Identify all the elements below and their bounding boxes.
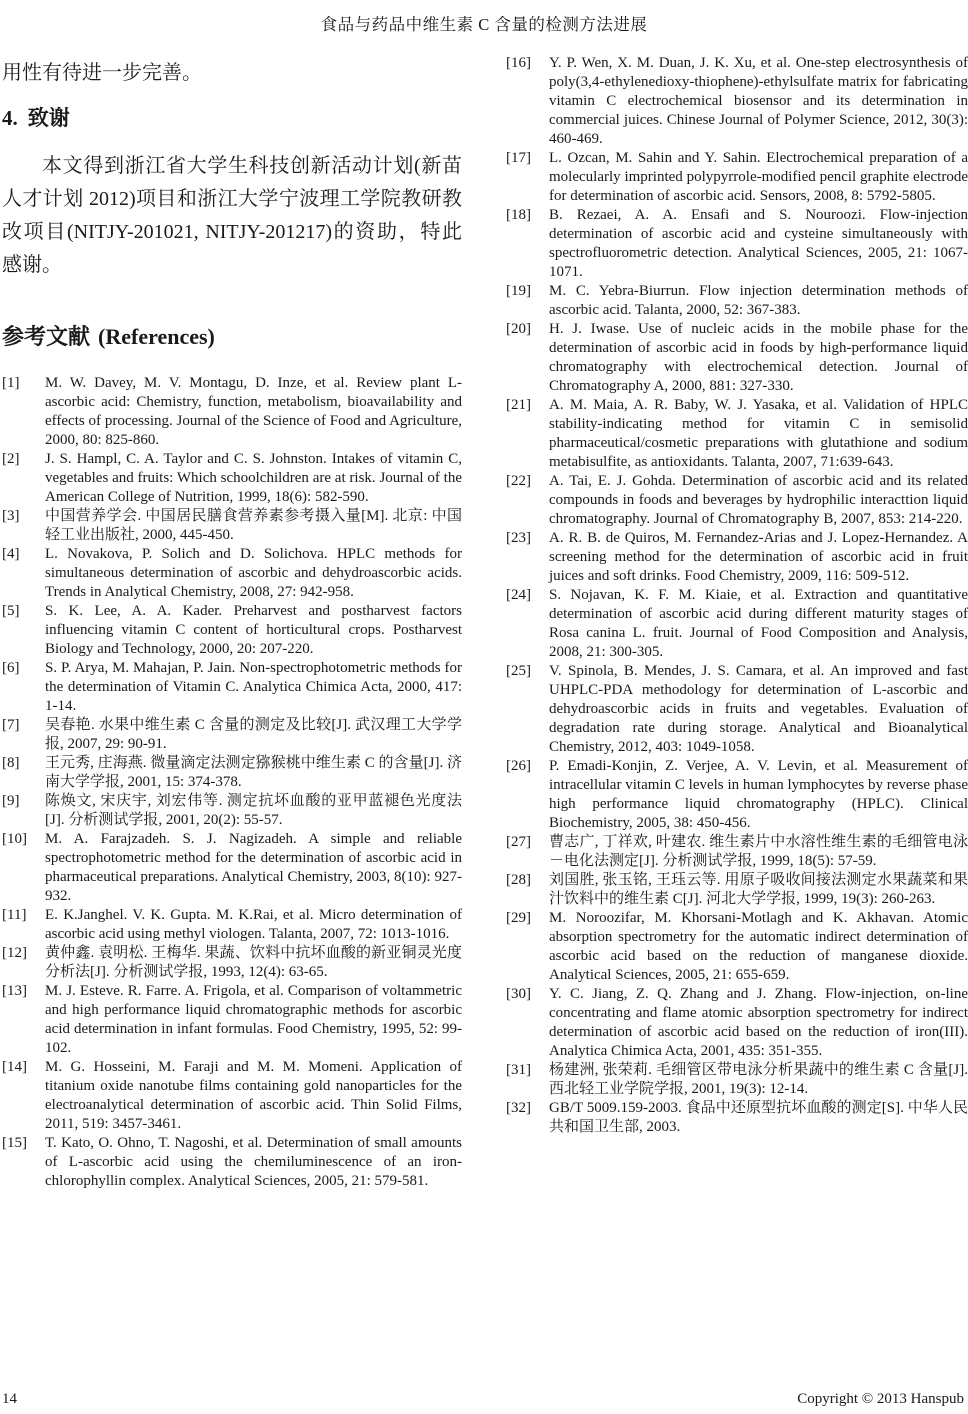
reference-text: M. Noroozifar, M. Khorsani-Motlagh and K. Akhavan. Atomic absorption spectrometry for the automatic indirect determination of ascorbic acid based on the reduction of manganese dioxide. Analytical Sciences, 2005, 21: 655-659. [549, 910, 968, 983]
reference-number: [5] [2, 603, 20, 619]
reference-text: S. P. Arya, M. Mahajan, P. Jain. Non-spectrophotometric methods for the determination of Vitamin C. Analytica Chimica Acta, 2000, 417: 1-14. [45, 660, 462, 714]
reference-text: S. K. Lee, A. A. Kader. Preharvest and postharvest factors influencing vitamin C content of horticultural crops. Postharvest Biology and Technology, 2000, 20: 207-220. [45, 603, 462, 657]
reference-text: 杨建洲, 张荣莉. 毛细管区带电泳分析果蔬中的维生素 C 含量[J]. 西北轻工业学院学报, 2001, 19(3): 12-14. [549, 1062, 968, 1097]
reference-number: [2] [2, 451, 20, 467]
reference-number: [17] [506, 150, 531, 166]
section-title: 致谢 [27, 107, 70, 130]
reference-text: GB/T 5009.159-2003. 食品中还原型抗坏血酸的测定[S]. 中华人民共和国卫生部, 2003. [549, 1100, 968, 1135]
reference-number: [10] [2, 831, 27, 847]
reference-item [506, 149, 968, 206]
reference-number: [6] [2, 660, 20, 676]
reference-item [506, 529, 968, 586]
reference-item [2, 659, 462, 716]
continuation-paragraph: 用性有待进一步完善。 [2, 62, 202, 84]
reference-text: B. Rezaei, A. A. Ensafi and S. Nouroozi. Flow-injection determination of ascorbic acid and cysteine simultaneously with spectrofluorometric detection. Analytical Sciences, 2005, 21: 1067-1071. [549, 207, 968, 280]
reference-text: 王元秀, 庄海燕. 微量滴定法测定猕猴桃中维生素 C 的含量[J]. 济南大学学报, 2001, 15: 374-378. [45, 755, 462, 790]
reference-item [506, 54, 968, 149]
reference-number: [20] [506, 321, 531, 337]
reference-number: [27] [506, 834, 531, 850]
reference-item [2, 602, 462, 659]
reference-number: [26] [506, 758, 531, 774]
reference-item [2, 982, 462, 1058]
reference-number: [19] [506, 283, 531, 299]
reference-item [2, 1134, 462, 1191]
reference-number: [23] [506, 530, 531, 546]
reference-item [506, 871, 968, 909]
page-footer [2, 1389, 964, 1409]
reference-text: A. R. B. de Quiros, M. Fernandez-Arias and J. Lopez-Hernandez. A screening method for the determination of ascorbic acid in fruit juices and soft drinks. Food Chemistry, 2009, 116: 509-512. [549, 530, 968, 584]
reference-number: [4] [2, 546, 20, 562]
reference-text: 曹志广, 丁祥欢, 叶建农. 维生素片中水溶性维生素的毛细管电泳－电化法测定[J]. 分析测试学报, 1999, 18(5): 57-59. [549, 834, 968, 869]
reference-item [506, 909, 968, 985]
reference-item [506, 396, 968, 472]
reference-item [506, 472, 968, 529]
reference-item [506, 1099, 968, 1137]
reference-item [2, 450, 462, 507]
reference-text: 吴春艳. 水果中维生素 C 含量的测定及比较[J]. 武汉理工大学学报, 2007, 29: 90-91. [45, 717, 462, 752]
reference-item [506, 1061, 968, 1099]
reference-number: [22] [506, 473, 531, 489]
reference-number: [15] [2, 1135, 27, 1151]
references-heading-en: (References) [98, 324, 215, 349]
reference-text: A. Tai, E. J. Gohda. Determination of ascorbic acid and its related compounds in foods and beverages by hydrophilic interacttion liquid chromatography. Journal of Chromatography B, 2007, 853: 214-220. [549, 473, 968, 527]
reference-item [2, 374, 462, 450]
reference-text: Y. P. Wen, X. M. Duan, J. K. Xu, et al. One-step electrosynthesis of poly(3,4-ethylenedioxy-thiophene)-ethylsulfate matrix for fabricating vitamin C electrochemical biosensor and its determination in commercial juices. Chinese Journal of Polymer Science, 2012, 30(3): 460-469. [549, 55, 968, 147]
reference-text: 黄仲鑫. 袁明松. 王梅华. 果蔬、饮料中抗坏血酸的新亚铜灵光度分析法[J]. 分析测试学报, 1993, 12(4): 63-65. [45, 945, 462, 980]
reference-text: 陈焕文, 宋庆宇, 刘宏伟等. 测定抗坏血酸的亚甲蓝褪色光度法[J]. 分析测试学报, 2001, 20(2): 55-57. [45, 793, 462, 828]
reference-item [506, 833, 968, 871]
left-column [2, 37, 462, 1191]
reference-number: [31] [506, 1062, 531, 1078]
reference-item [2, 906, 462, 944]
reference-number: [18] [506, 207, 531, 223]
reference-text: M. C. Yebra-Biurrun. Flow injection determination methods of ascorbic acid. Talanta, 2000, 52: 367-383. [549, 283, 968, 318]
reference-item [2, 716, 462, 754]
reference-text: L. Novakova, P. Solich and D. Solichova. HPLC methods for simultaneous determination of ascorbic and dehydroascorbic acids. Trends in Analytical Chemistry, 2008, 27: 942-958. [45, 546, 462, 600]
reference-number: [21] [506, 397, 531, 413]
two-column-body [0, 37, 968, 1191]
reference-number: [16] [506, 55, 531, 71]
reference-number: [3] [2, 508, 20, 524]
reference-item [2, 792, 462, 830]
reference-item [506, 320, 968, 396]
page-number: 14 [2, 1391, 17, 1407]
acknowledgment-paragraph: 本文得到浙江省大学生科技创新活动计划(新苗人才计划 2012)项目和浙江大学宁波理工学院教研教改项目(NITJY-201021, NITJY-201217)的资助，特此感谢。 [2, 155, 462, 276]
reference-list-right [506, 54, 968, 1137]
reference-text: Y. C. Jiang, Z. Q. Zhang and J. Zhang. Flow-injection, on-line concentrating and flame atomic absorption spectrometry for indirect determination of ascorbic acid based on the reduction of iron(III). Analytica Chimica Acta, 2001, 435: 351-355. [549, 986, 968, 1059]
right-column [506, 37, 968, 1191]
reference-text: M. A. Farajzadeh. S. J. Nagizadeh. A simple and reliable spectrophotometric method for the determination of ascorbic acid in pharmaceutical preparations. Analytical Chemistry, 2003, 8(10): 927-932. [45, 831, 462, 904]
reference-item [506, 662, 968, 757]
reference-number: [29] [506, 910, 531, 926]
copyright-notice: Copyright © 2013 Hanspub [797, 1391, 964, 1407]
reference-number: [12] [2, 945, 27, 961]
reference-text: 刘国胜, 张玉铭, 王珏云等. 用原子吸收间接法测定水果蔬菜和果汁饮料中的维生素 C[J]. 河北大学学报, 1999, 19(3): 260-263. [549, 872, 968, 907]
reference-item [506, 206, 968, 282]
reference-text: A. M. Maia, A. R. Baby, W. J. Yasaka, et al. Validation of HPLC stability-indicating method for vitamin C in semisolid pharmaceutical/cosmetic preparations with glutathione and sodium metabisulfite, as antioxidants. Talanta, 2007, 71:639-643. [549, 397, 968, 470]
reference-number: [24] [506, 587, 531, 603]
reference-text: J. S. Hampl, C. A. Taylor and C. S. Johnston. Intakes of vitamin C, vegetables and fruits: Which schoolchildren are at risk. Journal of the American College of Nutrition, 1999, 18(6): 582-590. [45, 451, 462, 505]
reference-number: [7] [2, 717, 20, 733]
reference-list-left [2, 374, 462, 1191]
reference-item [2, 545, 462, 602]
reference-number: [32] [506, 1100, 531, 1116]
reference-text: P. Emadi-Konjin, Z. Verjee, A. V. Levin, et al. Measurement of intracellular vitamin C levels in human lymphocytes by reverse phase high performance liquid chromatography (HPLC). Clinical Biochemistry, 2005, 38: 450-456. [549, 758, 968, 831]
reference-text: L. Ozcan, M. Sahin and Y. Sahin. Electrochemical preparation of a molecularly imprinted polypyrrole-modified pencil graphite electrode for determination of ascorbic acid. Sensors, 2008, 8: 5792-5805. [549, 150, 968, 204]
reference-item [2, 1058, 462, 1134]
reference-number: [9] [2, 793, 20, 809]
reference-item [506, 985, 968, 1061]
acknowledgment-section-heading [2, 104, 462, 133]
reference-item [2, 754, 462, 792]
reference-text: 中国营养学会. 中国居民膳食营养素参考摄入量[M]. 北京: 中国轻工业出版社, 2000, 445-450. [45, 508, 462, 543]
reference-item [506, 586, 968, 662]
reference-text: M. W. Davey, M. V. Montagu, D. Inze, et al. Review plant L-ascorbic acid: Chemistry, function, metabolism, bioavailability and effects of processing. Journal of the Science of Food and Agriculture, 2000, 80: 825-860. [45, 375, 462, 448]
reference-item [506, 282, 968, 320]
reference-text: M. J. Esteve. R. Farre. A. Frigola, et al. Comparison of voltammetric and high performance liquid chromatographic methods for ascorbic acid determination in infant formulas. Food Chemistry, 1995, 52: 99-102. [45, 983, 462, 1056]
reference-number: [8] [2, 755, 20, 771]
reference-number: [1] [2, 375, 20, 391]
reference-text: S. Nojavan, K. F. M. Kiaie, et al. Extraction and quantitative determination of ascorbic acid during different maturity stages of Rosa canina L. fruit. Journal of Food Composition and Analysis, 2008, 21: 300-305. [549, 587, 968, 660]
reference-item [2, 507, 462, 545]
reference-item [2, 944, 462, 982]
reference-number: [11] [2, 907, 27, 923]
reference-text: M. G. Hosseini, M. Faraji and M. M. Momeni. Application of titanium oxide nanotube films containing gold nanoparticles for the electroanalytical determination of ascorbic acid. Thin Solid Films, 2011, 519: 3457-3461. [45, 1059, 462, 1132]
reference-text: H. J. Iwase. Use of nucleic acids in the mobile phase for the determination of ascorbic acid in foods by high-performance liquid chromatography with electrochemical detection. Journal of Chromatography A, 2000, 881: 327-330. [549, 321, 968, 394]
reference-number: [25] [506, 663, 531, 679]
page-title: 食品与药品中维生素 C 含量的检测方法进展 [320, 15, 648, 34]
references-heading [2, 322, 462, 352]
section-number: 4. [2, 106, 18, 130]
reference-number: [13] [2, 983, 27, 999]
reference-number: [30] [506, 986, 531, 1002]
reference-number: [14] [2, 1059, 27, 1075]
reference-text: V. Spinola, B. Mendes, J. S. Camara, et al. An improved and fast UHPLC-PDA methodology for determination of L-ascorbic and dehydroascorbic acids in fruits and vegetables. Evaluation of degradation rate during storage. Analytical and Bioanalytical Chemistry, 2012, 403: 1049-1058. [549, 663, 968, 755]
reference-number: [28] [506, 872, 531, 888]
references-heading-cn: 参考文献 [2, 324, 91, 349]
reference-text: T. Kato, O. Ohno, T. Nagoshi, et al. Determination of small amounts of L-ascorbic acid using the chemiluminescence of an iron-chlorophyllin complex. Analytical Sciences, 2005, 21: 579-581. [45, 1135, 462, 1189]
reference-item [506, 757, 968, 833]
reference-text: E. K.Janghel. V. K. Gupta. M. K.Rai, et al. Micro determination of ascorbic acid using methyl viologen. Talanta, 2007, 72: 1013-1016. [45, 907, 462, 942]
reference-item [2, 830, 462, 906]
